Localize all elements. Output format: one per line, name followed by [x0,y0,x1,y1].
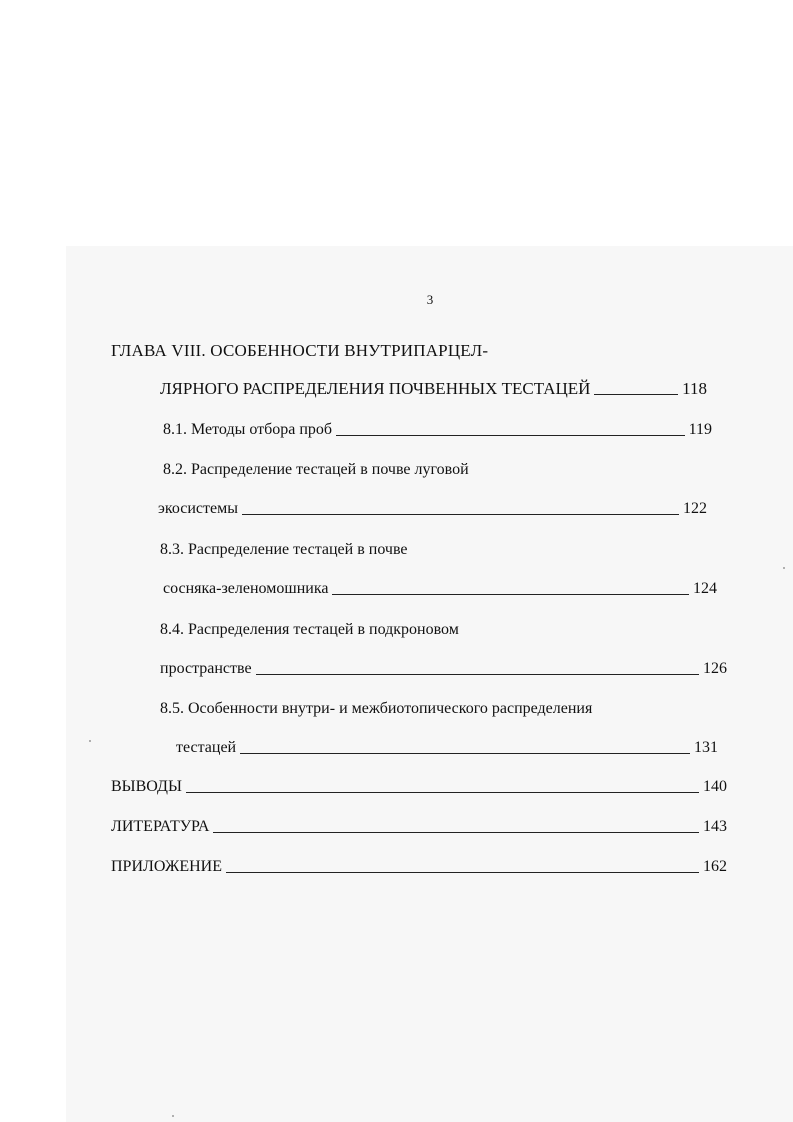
section-8-3-title-line2: сосняка-зеленомошника [163,580,329,597]
toc-entry-8-3 [163,579,717,599]
leader-line [186,791,699,793]
toc-entry-conclusions [111,777,727,797]
chapter-8-title-line2: ЛЯРНОГО РАСПРЕДЕЛЕНИЯ ПОЧВЕННЫХ ТЕСТАЦЕЙ [160,379,591,398]
literature-title: ЛИТЕРАТУРА [111,818,210,835]
leader-line [256,673,699,675]
section-8-2-page: 122 [683,500,707,517]
toc-entry-appendix [111,857,727,877]
toc-entry-literature [111,817,727,837]
section-8-5-page: 131 [694,739,718,756]
section-8-5-title-line2: тестацей [176,739,237,756]
section-8-4-page: 126 [703,660,727,677]
toc-entry-8-2 [158,499,707,519]
section-8-4-title-line1: 8.4. Распределения тестацей в подкроновом [160,621,459,638]
leader-line [332,593,689,595]
section-8-4-title-line2: пространстве [160,660,252,677]
conclusions-title: ВЫВОДЫ [111,778,182,795]
leader-line [226,871,699,873]
page-number: 3 [426,292,434,307]
scan-speck [89,740,91,742]
toc-entry-8-5 [176,738,718,758]
section-8-2-title-line1: 8.2. Распределение тестацей в почве луговой [163,461,469,478]
leader-line [213,831,699,833]
section-8-3-page: 124 [693,580,717,597]
toc-entry-8-1 [163,420,712,440]
appendix-page: 162 [703,858,727,875]
leader-line [336,434,685,436]
toc-entry-chapter-8 [160,379,707,399]
appendix-title: ПРИЛОЖЕНИЕ [111,858,223,875]
literature-page: 143 [703,818,727,835]
leader-line [240,752,690,754]
toc-entry-8-4 [160,659,727,679]
section-8-5-title-line1: 8.5. Особенности внутри- и межбиотопического распределения [160,700,593,717]
leader-line [594,393,678,395]
scanned-page-area [66,246,793,1122]
section-8-2-title-line2: экосистемы [158,500,238,517]
chapter-8-title-line1: ГЛАВА VIII. ОСОБЕННОСТИ ВНУТРИПАРЦЕЛ- [111,341,489,360]
section-8-3-title-line1: 8.3. Распределение тестацей в почве [160,541,408,558]
conclusions-page: 140 [703,778,727,795]
section-8-1-page: 119 [688,421,712,438]
chapter-8-page: 118 [682,379,707,398]
scan-speck [172,1115,174,1117]
scan-speck [783,567,785,569]
section-8-1-title: 8.1. Методы отбора проб [163,421,333,438]
leader-line [242,513,679,515]
